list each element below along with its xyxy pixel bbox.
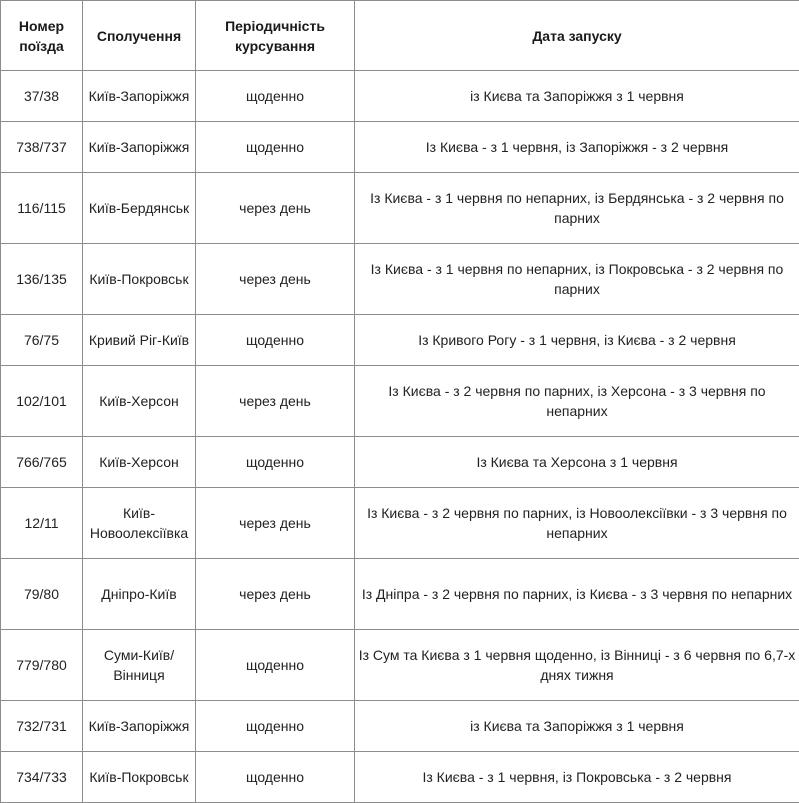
start-date-cell: Із Києва - з 2 червня по парних, із Новоолексіївки - з 3 червня по непарних (355, 488, 799, 559)
train-number-cell: 76/75 (1, 315, 83, 366)
route-cell: Київ-Запоріжжя (83, 701, 196, 752)
table-row (1, 752, 799, 803)
route-cell: Суми-Київ/Вінниця (83, 630, 196, 701)
route-cell: Київ-Запоріжжя (83, 122, 196, 173)
route-cell: Кривий Ріг-Київ (83, 315, 196, 366)
train-number-cell: 102/101 (1, 366, 83, 437)
frequency-cell: щоденно (196, 122, 355, 173)
table-row (1, 173, 799, 244)
frequency-cell: через день (196, 488, 355, 559)
start-date-cell: Із Києва - з 1 червня, із Запоріжжя - з 2 червня (355, 122, 799, 173)
train-number-cell: 37/38 (1, 71, 83, 122)
start-date-cell: Із Сум та Києва з 1 червня щоденно, із Вінниці - з 6 червня по 6,7-х днях тижня (355, 630, 799, 701)
table-header-row (1, 1, 799, 71)
table-row (1, 437, 799, 488)
train-number-cell: 79/80 (1, 559, 83, 630)
table-row (1, 559, 799, 630)
header-route: Сполучення (83, 1, 196, 71)
train-number-cell: 136/135 (1, 244, 83, 315)
header-frequency: Періодичність курсування (196, 1, 355, 71)
route-cell: Дніпро-Київ (83, 559, 196, 630)
route-cell: Київ-Херсон (83, 437, 196, 488)
train-number-cell: 116/115 (1, 173, 83, 244)
frequency-cell: щоденно (196, 437, 355, 488)
route-cell: Київ-Бердянськ (83, 173, 196, 244)
frequency-cell: щоденно (196, 71, 355, 122)
frequency-cell: щоденно (196, 630, 355, 701)
start-date-cell: із Києва та Запоріжжя з 1 червня (355, 701, 799, 752)
start-date-cell: Із Києва - з 1 червня по непарних, із Покровська - з 2 червня по парних (355, 244, 799, 315)
start-date-cell: Із Києва - з 1 червня, із Покровська - з 2 червня (355, 752, 799, 803)
table-row (1, 366, 799, 437)
header-start-date: Дата запуску (355, 1, 799, 71)
start-date-cell: Із Києва - з 2 червня по парних, із Херсона - з 3 червня по непарних (355, 366, 799, 437)
table-row (1, 244, 799, 315)
table-row (1, 488, 799, 559)
start-date-cell: із Києва та Запоріжжя з 1 червня (355, 71, 799, 122)
train-number-cell: 734/733 (1, 752, 83, 803)
train-number-cell: 779/780 (1, 630, 83, 701)
frequency-cell: через день (196, 366, 355, 437)
table-row (1, 122, 799, 173)
start-date-cell: Із Києва - з 1 червня по непарних, із Бердянська - з 2 червня по парних (355, 173, 799, 244)
train-number-cell: 738/737 (1, 122, 83, 173)
frequency-cell: через день (196, 244, 355, 315)
route-cell: Київ-Новоолексіївка (83, 488, 196, 559)
frequency-cell: щоденно (196, 752, 355, 803)
table-row (1, 701, 799, 752)
frequency-cell: через день (196, 559, 355, 630)
train-number-cell: 766/765 (1, 437, 83, 488)
start-date-cell: Із Києва та Херсона з 1 червня (355, 437, 799, 488)
table-row (1, 630, 799, 701)
train-number-cell: 732/731 (1, 701, 83, 752)
start-date-cell: Із Дніпра - з 2 червня по парних, із Києва - з 3 червня по непарних (355, 559, 799, 630)
start-date-cell: Із Кривого Рогу - з 1 червня, із Києва - з 2 червня (355, 315, 799, 366)
frequency-cell: через день (196, 173, 355, 244)
route-cell: Київ-Херсон (83, 366, 196, 437)
frequency-cell: щоденно (196, 315, 355, 366)
header-train-number: Номер поїзда (1, 1, 83, 71)
frequency-cell: щоденно (196, 701, 355, 752)
train-number-cell: 12/11 (1, 488, 83, 559)
route-cell: Київ-Запоріжжя (83, 71, 196, 122)
route-cell: Київ-Покровськ (83, 752, 196, 803)
table-row (1, 315, 799, 366)
table-row (1, 71, 799, 122)
route-cell: Київ-Покровськ (83, 244, 196, 315)
